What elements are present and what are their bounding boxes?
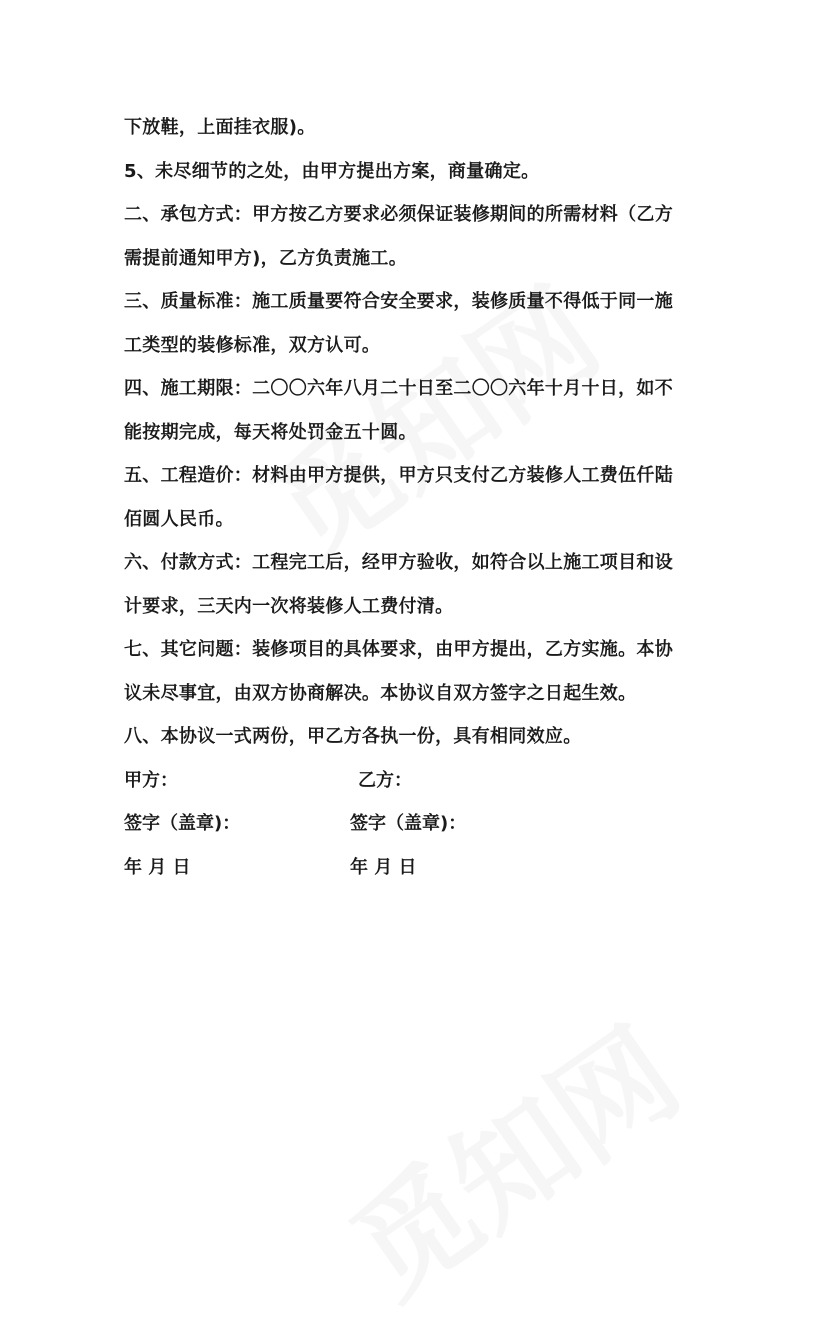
body-line: 5、未尽细节的之处，由甲方提出方案，商量确定。 xyxy=(124,160,540,182)
signature-date-row xyxy=(124,846,724,890)
party-b-date: 年 月 日 xyxy=(350,856,417,878)
party-b-label: 乙方： xyxy=(358,769,412,791)
body-line: 佰圆人民币。 xyxy=(124,508,234,530)
party-a-date: 年 月 日 xyxy=(124,856,191,878)
signature-party-row xyxy=(124,759,724,803)
agreement-body xyxy=(124,106,724,889)
party-a-label: 甲方： xyxy=(124,769,178,791)
body-line: 工类型的装修标准，双方认可。 xyxy=(124,334,381,356)
body-line: 五、工程造价：材料由甲方提供，甲方只支付乙方装修人工费伍仟陆 xyxy=(124,465,673,486)
body-line: 计要求，三天内一次将装修人工费付清。 xyxy=(124,595,454,617)
body-line: 六、付款方式：工程完工后，经甲方验收，如符合以上施工项目和设 xyxy=(124,552,673,573)
body-line: 四、施工期限：二〇〇六年八月二十日至二〇〇六年十月十日，如不 xyxy=(124,378,673,399)
body-line: 八、本协议一式两份，甲乙方各执一份，具有相同效应。 xyxy=(124,726,582,747)
body-line: 议未尽事宜，由双方协商解决。本协议自双方签字之日起生效。 xyxy=(124,682,637,704)
body-line: 三、质量标准：施工质量要符合安全要求，装修质量不得低于同一施 xyxy=(124,291,673,312)
body-line: 七、其它问题：装修项目的具体要求，由甲方提出，乙方实施。本协 xyxy=(124,639,673,660)
body-line: 下放鞋，上面挂衣服)。 xyxy=(124,117,316,138)
signature-seal-row xyxy=(124,802,724,846)
body-line: 能按期完成，每天将处罚金五十圆。 xyxy=(124,421,417,443)
watermark xyxy=(313,982,707,1329)
body-line: 二、承包方式：甲方按乙方要求必须保证装修期间的所需材料（乙方 xyxy=(124,204,673,225)
body-line: 需提前通知甲方)，乙方负责施工。 xyxy=(124,247,408,269)
party-b-seal-label: 签字（盖章)： xyxy=(350,813,467,834)
party-a-seal-label: 签字（盖章)： xyxy=(124,813,241,834)
